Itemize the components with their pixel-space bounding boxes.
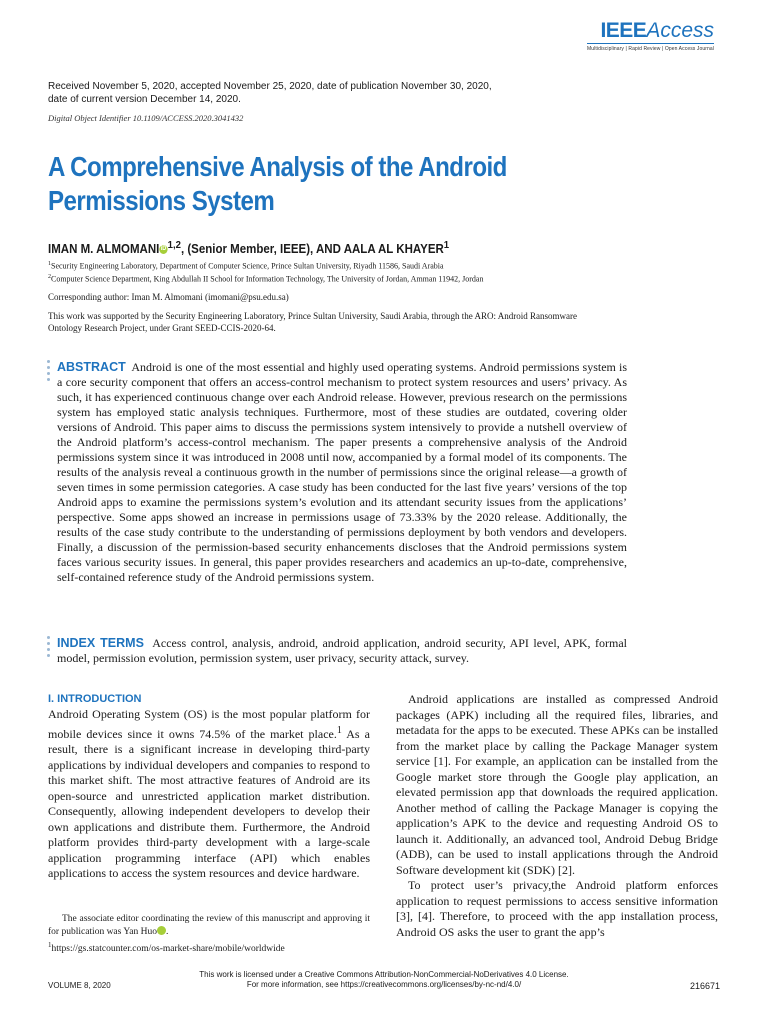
dates-line-2: date of current version December 14, 2020.: [48, 94, 241, 105]
abstract-text: Android is one of the most essential and highly used operating systems. Android permissions system is a core security component that offers an access-control mechanism to protect system resources and users’ privacy. As such, it has experienced continuous change over each Android release. However, previous research on the permissions system has employed static analysis techniques. Furthermore, most of these studies are outdated, covering older versions of Android. This paper aims to discuss the permissions system intensively to provide a nutshell overview of the Android platform’s access-control mechanism. The paper presents a comprehensive analysis of the Android permissions system since it was introduced in 2008 until now, accompanied by a formal model of its components. The results of the analysis reveal a continuous growth in the number of permissions since the original release—a growth of seven times in some permission categories. A case study has been conducted for the last five years’ versions of the top Android apps to examine the permissions system’s evolution and its attendant security issues from the applications’ perspective. Some apps showed an increase in permissions usage of 73.33% by the 2020 release. Additionally, the results of the case study contribute to the understanding of permissions deployment by both vendors and developers. Finally, a discussion of the permission-based security enhancements discloses that the Android permissions system faces various security issues. In general, this paper provides researchers and academics an up-to-date, comprehensive, self-contained reference study of the Android permissions system.: [57, 360, 627, 584]
section-heading: I. INTRODUCTION: [48, 693, 142, 705]
journal-name-bold: IEEE: [600, 19, 647, 42]
page-number: 216671: [689, 981, 720, 991]
affiliation-1: $^1$Security Engineering Laboratory, Department of Computer Science, Prince Sultan University, Riyadh 11586, Saudi Arabia: [48, 261, 444, 271]
author-block: [48, 238, 688, 334]
abstract-label: ABSTRACT: [57, 360, 126, 374]
author-1-affil: 1,2: [167, 240, 181, 251]
footnote-ref[interactable]: 1: [336, 724, 342, 736]
left-column: [48, 692, 370, 882]
index-terms-dots-icon: [46, 636, 51, 660]
journal-tagline: Multidisciplinary | Rapid Review | Open Access Journal: [587, 46, 714, 52]
author-line-middle: , (Senior Member, IEEE), AND AALA AL KHAYER: [180, 242, 444, 257]
title-line-1: A Comprehensive Analysis of the Android: [48, 151, 507, 182]
abstract: [57, 360, 627, 585]
index-terms-text: Access control, analysis, android, android application, android security, API level, APK, formal model, permission evolution, permission system, user privacy, security attack, survey.: [57, 636, 627, 665]
volume: VOLUME 8, 2020: [48, 981, 111, 990]
corresponding-author: Corresponding author: Iman M. Almomani (imomani@psu.edu.sa): [48, 292, 289, 303]
index-terms-label: INDEX TERMS: [57, 636, 144, 650]
paper-title: [48, 150, 530, 218]
affiliations: [48, 259, 688, 284]
page-footer: [48, 970, 720, 990]
funding-note: This work was supported by the Security Engineering Laboratory, Prince Sultan University, Saudi Arabia, through the ARO: Android Ransomware Ontology Research Project, under Grant SEED-CCIS-2020-64.: [48, 311, 577, 334]
author-line: [48, 238, 637, 257]
journal-name-italic: Access: [646, 19, 714, 42]
footnotes: [48, 913, 370, 956]
journal-logo: [587, 20, 714, 52]
license-line-2[interactable]: For more information, see https://creativecommons.org/licenses/by-nc-nd/4.0/: [246, 980, 522, 989]
license-line-1: This work is licensed under a Creative Commons Attribution-NonCommercial-NoDerivatives 4.0 License.: [199, 970, 569, 979]
doi: Digital Object Identifier 10.1109/ACCESS.2020.3041432: [48, 113, 244, 123]
intro-paragraph-2: Android applications are installed as compressed Android packages (APK) including all the required files, libraries, and metadata for the apps to be executed. These APKs can be installed from the market place by calling the Package Manager system service [1]. For example, an application can be installed from the Google market store through the Google play application, an elevated permission app that downloads the required application. Another method of calling the Package Manager is copying the application’s APK to the device and requesting Android OS to launch it. Additionally, an advanced tool, Android Debug Bridge (ADB), can be used to install applications through the Android Software development kit (SDK) [2].: [396, 692, 718, 877]
footnote-url[interactable]: https://gs.statcounter.com/os-market-share/mobile/worldwide: [51, 944, 285, 955]
publication-meta: [48, 80, 608, 125]
author-2-affil: 1: [443, 240, 450, 251]
orcid-icon[interactable]: iD: [160, 246, 167, 253]
dates-line-1: Received November 5, 2020, accepted November 25, 2020, date of publication November 30, 2020,: [48, 81, 492, 92]
index-terms: [57, 636, 627, 666]
abstract-dots-icon: [46, 360, 51, 384]
intro-paragraph-3: To protect user’s privacy,the Android platform enforces application to request permissions to access sensitive information [3], [4]. Therefore, to proceed with the app installation process, Android OS asks the user to grant the app’s: [396, 878, 718, 939]
affiliation-2: $^2$Computer Science Department, King Abdullah II School for Information Technology, The University of Jordan, Amman 11942, Jordan: [48, 273, 484, 284]
intro-paragraph-1: Android Operating System (OS) is the most popular platform for mobile devices since it owns 74.5% of the market place.$^1$ As a result, there is a significant increase in developing third-party applications by individual developers and companies to respond to this market shift. The most attractive features of Android are its open-source and unrestricted application market distribution. Consequently, allowing independent developers to develop their own applications and distribute them. Furthermore, the Android platform provides third-party development with a large-scale application programming interface (API) which enables applications to access the system resources and device hardware.: [48, 707, 370, 880]
title-line-2: Permissions System: [48, 185, 275, 216]
url-footnote: $^1$https://gs.statcounter.com/os-market-share/mobile/worldwide: [48, 941, 285, 955]
right-column: [396, 692, 718, 940]
editor-orcid-icon[interactable]: iD: [157, 926, 166, 935]
editor-footnote: The associate editor coordinating the review of this manuscript and approving it for publication was Yan Huo iD.: [48, 914, 370, 937]
author-1: IMAN M. ALMOMANI: [48, 242, 160, 257]
